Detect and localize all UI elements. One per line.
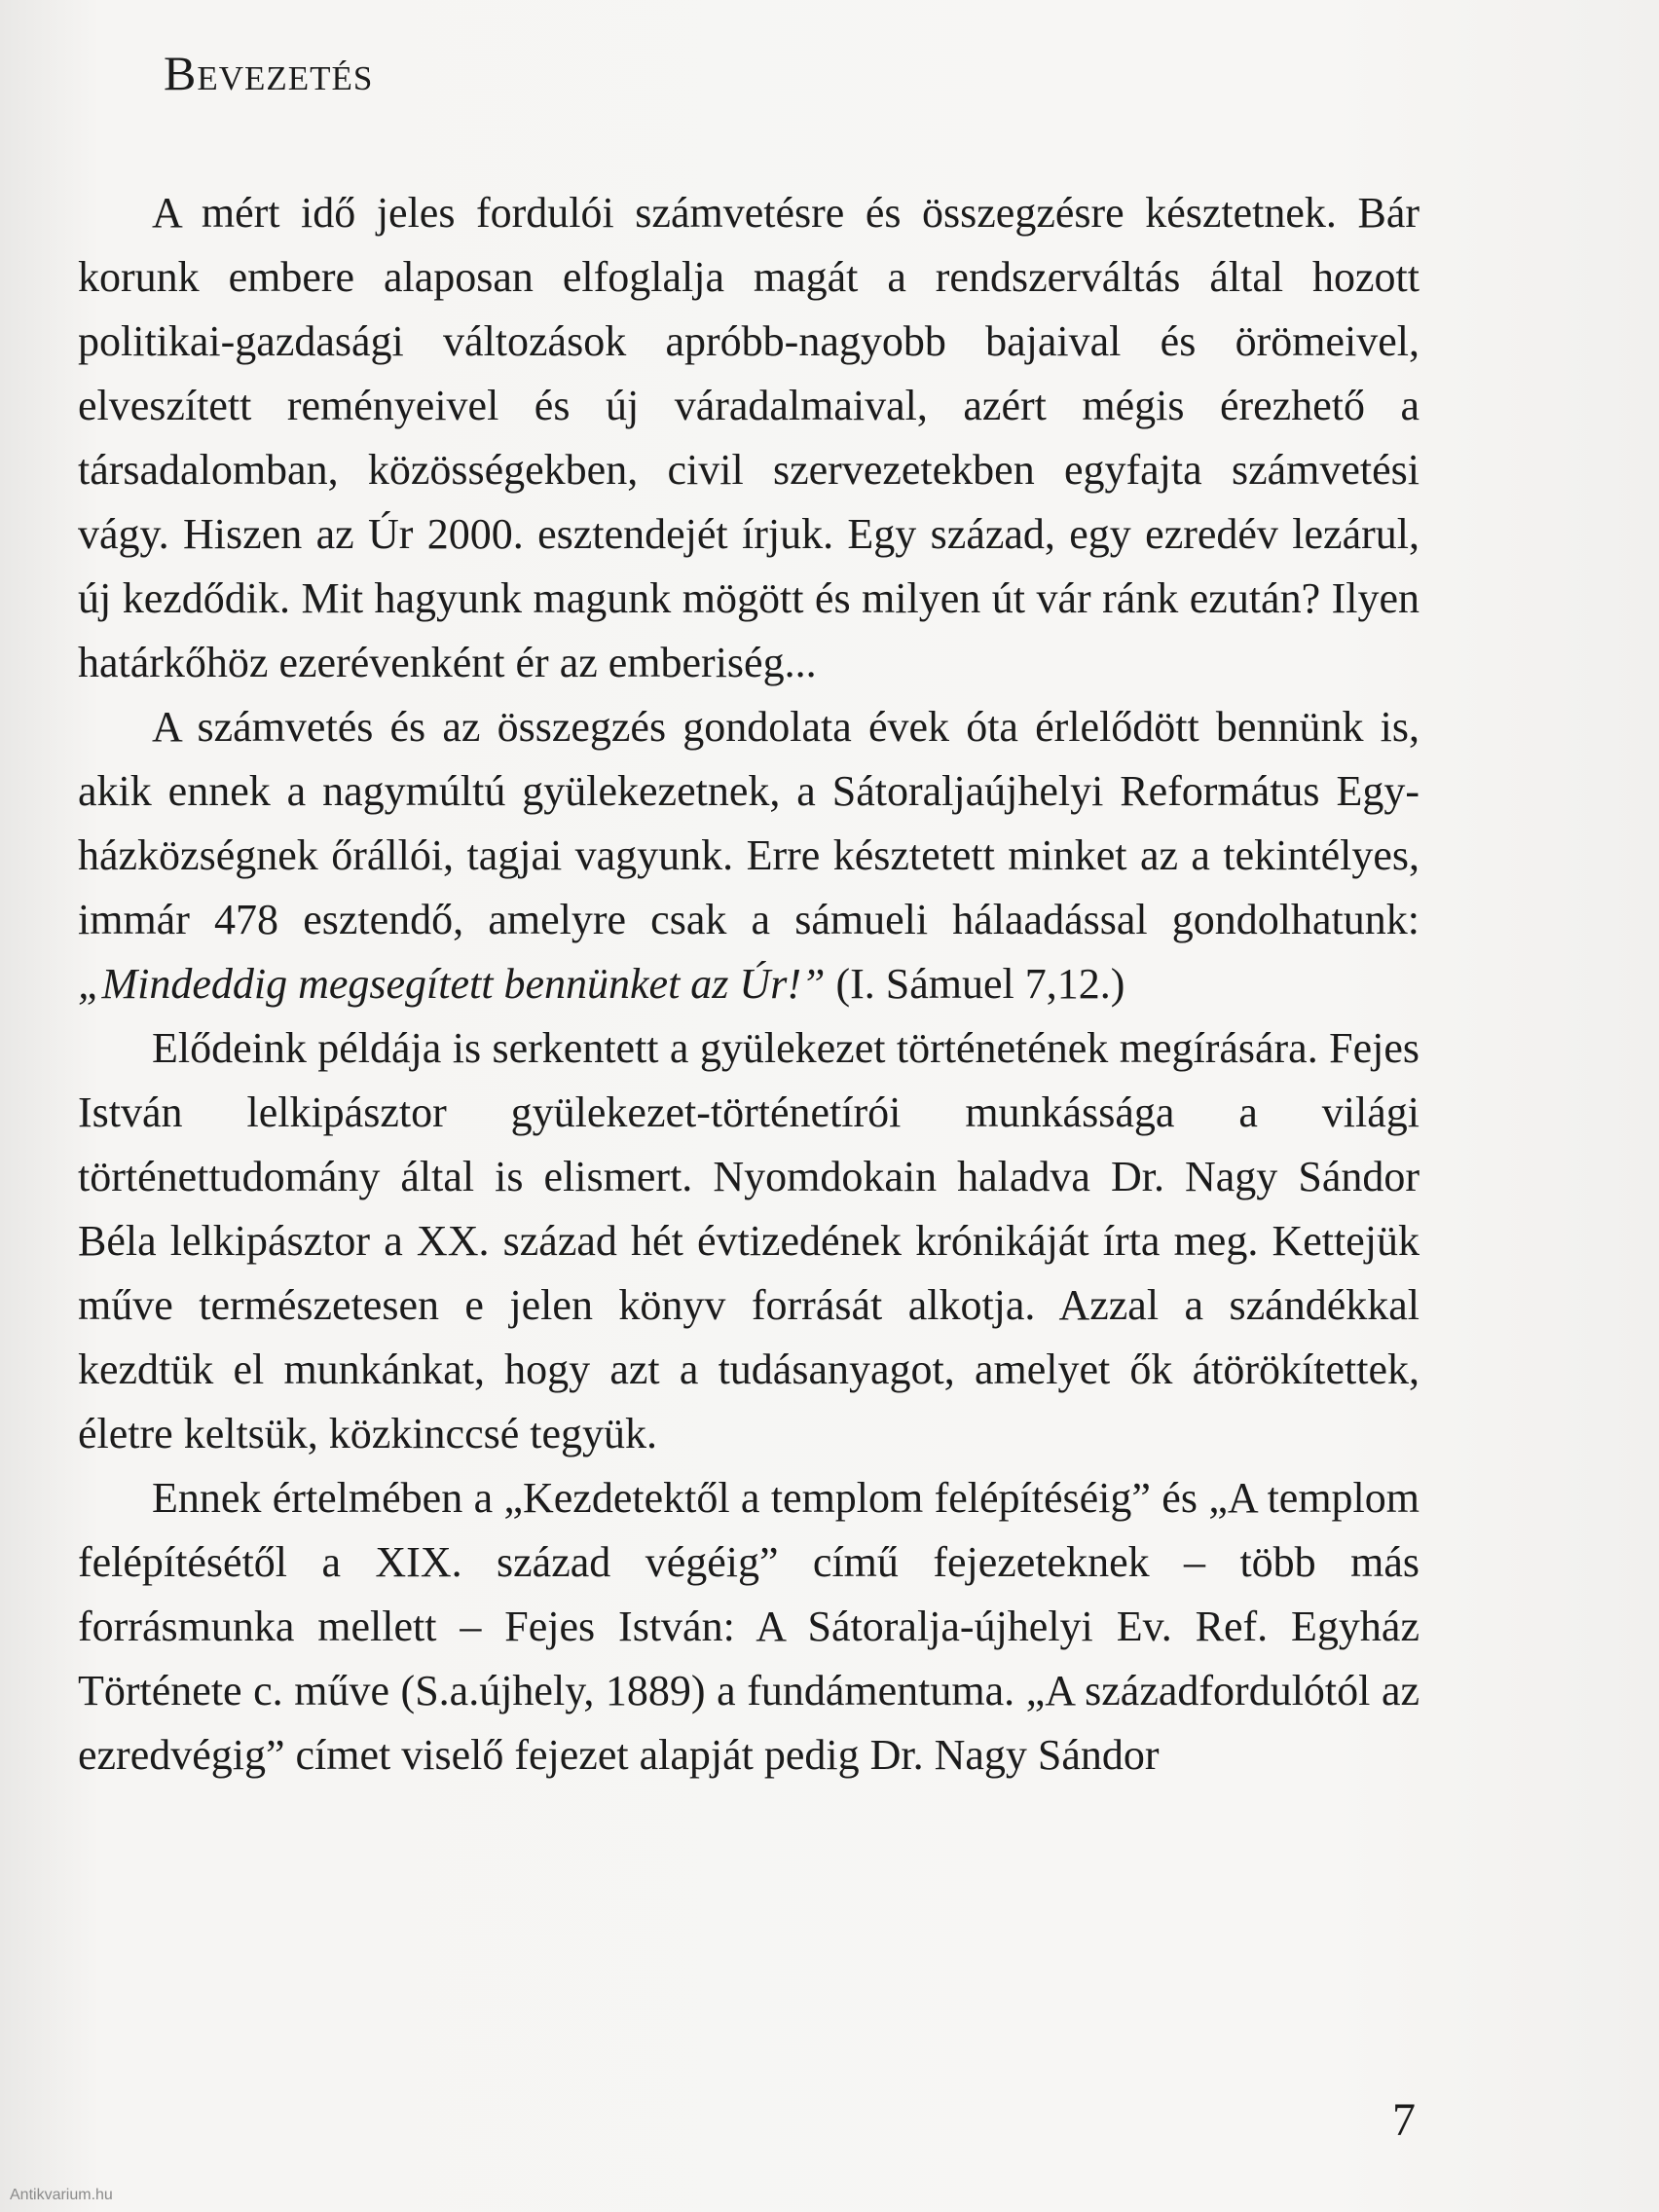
paragraph-3: Elődeink példája is serkentett a gyülekezet történetének megírására. Fejes István lelkipásztor gyülekezet-történetírói munkássága a világi történettudomány által is elismert. Nyomdokain haladva Dr. Nagy Sándor Béla lelkipásztor a XX. század hét évtizedének krónikáját írta meg. Kettejük műve természetesen e jelen könyv forrását alkotja. Azzal a szándékkal kezdtük el munkánkat, hogy azt a tudásanyagot, amelyet ők átörökítettek, életre keltsük, közkinccsé tegyük.: [78, 1024, 1419, 1457]
paragraph-2-text: A számvetés és az összegzés gondolata évek óta érlelődött bennünk is, akik ennek a nagymúltú gyülekezetnek, a Sátoraljaújhelyi Református Egy-házközségnek őrállói, tagjai vagyunk. Erre késztetett minket az a tekintélyes, immár 478 esztendő, amelyre csak a sámueli hálaadással gondolhatunk:: [78, 703, 1419, 943]
paragraph-2-quote: „Mindeddig megsegített bennünket az Úr!”: [78, 960, 826, 1008]
paragraph-4: Ennek értelmében a „Kezdetektől a templom felépítéséig” és „A templom felépítésétől a XIX. század végéig” című fejezeteknek – több más forrásmunka mellett – Fejes István: A Sátoralja-újhelyi Ev. Ref. Egyház Története c. műve (S.a.újhely, 1889) a fundámentuma. „A századfordulótól az ezredvégig” címet viselő fejezet alapját pedig Dr. Nagy Sándor: [78, 1474, 1419, 1779]
paragraph-2-reference: (I. Sámuel 7,12.): [825, 960, 1125, 1008]
page-number: 7: [1392, 2094, 1416, 2146]
paragraph-2: [78, 695, 1419, 1016]
body-text: [78, 181, 1419, 1788]
watermark: Antikvarium.hu: [10, 2187, 113, 2203]
paragraph-1: A mért idő jeles fordulói számvetésre és összegzésre késztetnek. Bár korunk embere alaposan elfoglalja magát a rendszerváltás által hozott politikai-gazdasági változások apróbb-nagyobb bajaival és örömeivel, elveszített reményeivel és új váradalmaival, azért mégis érezhető a társadalomban, közösségekben, civil szervezetekben egyfajta számvetési vágy. Hiszen az Úr 2000. esztendejét írjuk. Egy század, egy ezredév lezárul, új kezdődik. Mit hagyunk magunk mögött és milyen út vár ránk ezután? Ilyen határkőhöz ezerévenként ér az emberiség...: [78, 189, 1419, 686]
page-heading: Bevezetés: [164, 46, 374, 100]
